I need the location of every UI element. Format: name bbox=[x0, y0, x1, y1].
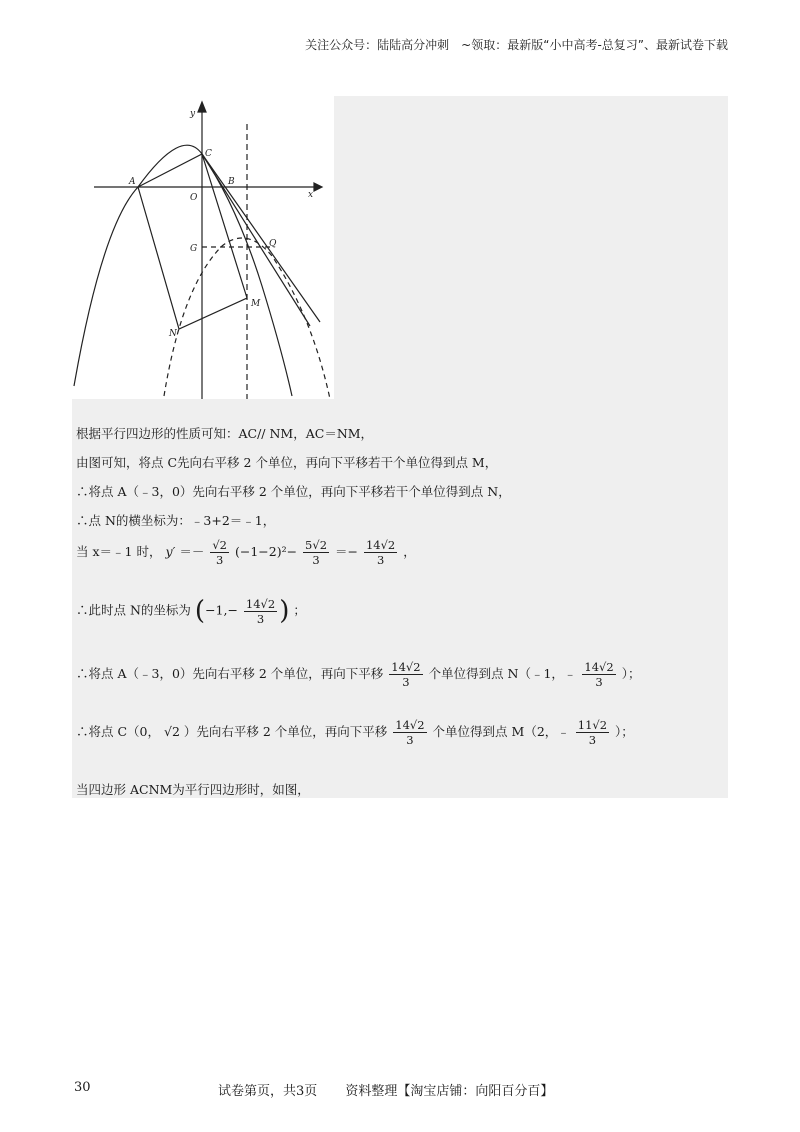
page-number: 30 bbox=[74, 1080, 91, 1095]
fraction: $\frac{√2}{3}$ bbox=[212, 538, 227, 567]
label-x: x bbox=[308, 190, 314, 200]
figure-svg bbox=[72, 96, 334, 399]
text-line-3: ∴将点 A（﹣3，0）先向右平移 2 个单位，再向下平移若干个单位得到点 N， bbox=[76, 484, 511, 499]
label-n: N bbox=[169, 329, 177, 339]
label-c: C bbox=[205, 149, 212, 159]
fraction: $\frac{5√2}{3}$ bbox=[305, 538, 328, 567]
main-parabola bbox=[74, 145, 292, 396]
footer bbox=[218, 1080, 577, 1099]
text-line-1: 根据平行四边形的性质可知：AC// NM，AC＝NM， bbox=[76, 426, 374, 441]
text-line-8: ∴将点 C（0， √2 ）先向右平移 2 个单位，再向下平移 $\frac{14√2}{3}$ 个单位得到点 M（2，﹣ $\frac{11√2}{3}$ ）； bbox=[76, 718, 634, 747]
text-line-5: 当 x＝﹣1 时， y′ ＝－ $\frac{√2}{3}$ (−1−2)²− $\frac{5√2}{3}$ ＝− $\frac{14√2}{3}$ ， bbox=[76, 538, 416, 567]
text-line-7: ∴将点 A（﹣3，0）先向右平移 2 个单位，再向下平移 $\frac{14√2}{3}$ 个单位得到点 N（﹣1，﹣ $\frac{14√2}{3}$ ）； bbox=[76, 660, 641, 689]
fraction: $\frac{11√2}{3}$ bbox=[577, 718, 608, 747]
x-axis-arrow bbox=[314, 183, 322, 191]
text-line-6: ∴此时点 N的坐标为 (−1,− $\frac{14√2}{3}$ ) ； bbox=[76, 596, 306, 626]
footer-source: 资料整理【淘宝店铺：向阳百分百】 bbox=[345, 1084, 554, 1099]
geometry-figure bbox=[72, 96, 334, 399]
fraction: $\frac{14√2}{3}$ bbox=[391, 660, 421, 689]
label-y: y bbox=[190, 109, 196, 119]
y-axis-arrow bbox=[198, 102, 206, 112]
fraction: $\frac{14√2}{3}$ bbox=[365, 538, 396, 567]
text-line-4: ∴点 N的横坐标为：﹣3+2＝﹣1， bbox=[76, 513, 276, 528]
label-o: O bbox=[190, 193, 198, 203]
line-c-1 bbox=[202, 154, 320, 322]
label-g: G bbox=[190, 244, 198, 254]
label-b: B bbox=[228, 177, 235, 187]
label-m: M bbox=[251, 299, 261, 309]
fraction: $\frac{14√2}{3}$ bbox=[395, 718, 425, 747]
footer-pages: 试卷第页，共3页 bbox=[218, 1084, 318, 1099]
content-area bbox=[72, 96, 728, 798]
label-a: A bbox=[129, 177, 136, 187]
header-text: 关注公众号：陆陆高分冲刺 ~领取：最新版“小中高考-总复习”、最新试卷下载 bbox=[305, 38, 728, 52]
label-q: Q bbox=[269, 239, 277, 249]
text-line-9: 当四边形 ACNM为平行四边形时，如图， bbox=[76, 782, 310, 797]
text-line-2: 由图可知，将点 C先向右平移 2 个单位，再向下平移若干个单位得到点 M， bbox=[76, 455, 498, 470]
fraction: $\frac{14√2}{3}$ bbox=[245, 596, 276, 626]
fraction: $\frac{14√2}{3}$ bbox=[584, 660, 614, 689]
